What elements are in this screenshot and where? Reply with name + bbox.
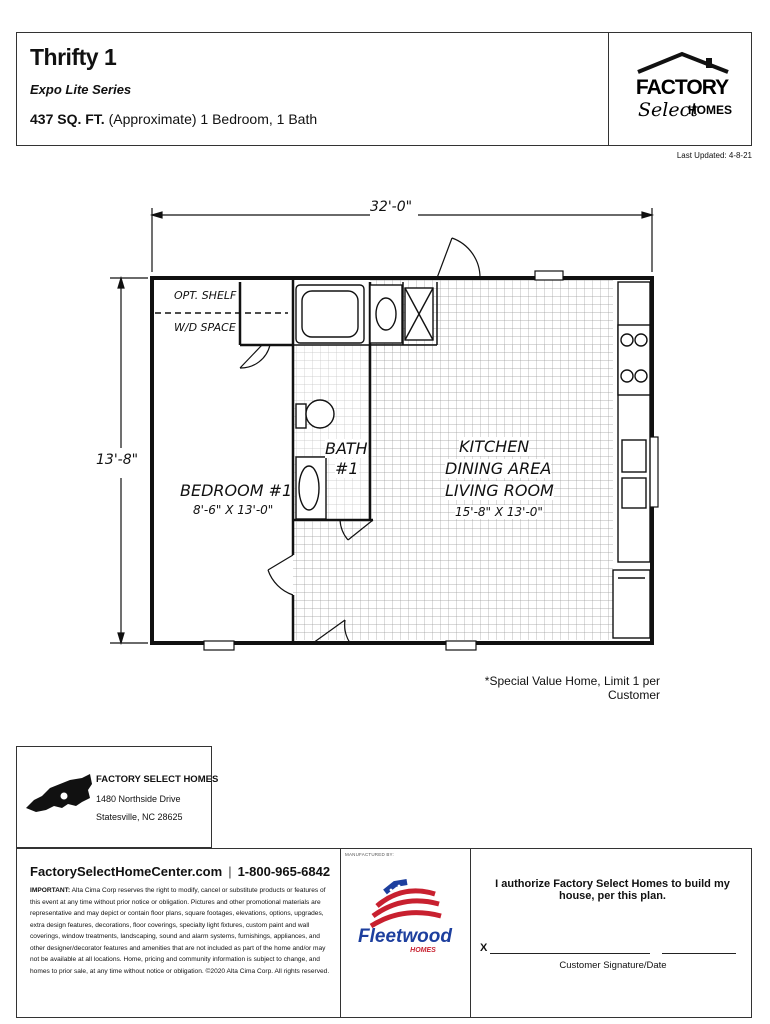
flag-stripes-icon xyxy=(371,882,441,926)
signature-x-mark: X xyxy=(480,942,488,954)
kitchen-fixtures xyxy=(613,282,650,638)
contact-line xyxy=(30,864,330,879)
floor-plan-drawing xyxy=(95,195,685,670)
square-footage: 437 SQ. FT. xyxy=(30,111,105,127)
special-value-note: *Special Value Home, Limit 1 per Customer xyxy=(484,674,660,702)
footer-divider-left xyxy=(340,848,341,1018)
authorization-statement: I authorize Factory Select Homes to build my house, per this plan. xyxy=(495,878,730,902)
company-city: Statesville, NC 28625 xyxy=(96,812,183,822)
bedroom-dimensions: 8'-6" X 13'-0" xyxy=(193,503,274,517)
date-line[interactable] xyxy=(662,953,736,954)
logo-word-select: Select xyxy=(638,99,698,121)
living-area-dimensions: 15'-8" X 13'-0" xyxy=(455,505,543,519)
north-carolina-map-icon xyxy=(24,770,94,814)
fleetwood-homes-subtext: HOMES xyxy=(410,947,436,954)
dining-area-label: DINING AREA xyxy=(445,459,552,478)
bath-number-label: #1 xyxy=(335,459,359,478)
size-summary xyxy=(30,111,317,127)
height-dimension-label: 13'-8" xyxy=(96,452,139,468)
company-street: 1480 Northside Drive xyxy=(96,794,181,804)
signature-caption: Customer Signature/Date xyxy=(559,960,667,971)
logo-word-homes: HOMES xyxy=(688,103,733,117)
fleetwood-homes-logo xyxy=(355,872,455,962)
bath-label: BATH xyxy=(325,439,368,458)
kitchen-label: KITCHEN xyxy=(459,437,530,456)
signature-line[interactable] xyxy=(490,953,650,954)
last-updated: Last Updated: 4-8-21 xyxy=(676,151,752,160)
fleetwood-wordmark: Fleetwood xyxy=(358,926,452,947)
bedroom-label: BEDROOM #1 xyxy=(180,481,293,500)
disclaimer-lead: IMPORTANT: xyxy=(30,887,71,894)
legal-disclaimer xyxy=(30,885,330,977)
website-link[interactable]: FactorySelectHomeCenter.com xyxy=(30,864,223,879)
size-details: (Approximate) 1 Bedroom, 1 Bath xyxy=(108,111,318,127)
width-dimension xyxy=(152,208,652,272)
series-name: Expo Lite Series xyxy=(30,82,132,97)
phone-number[interactable]: 1-800-965-6842 xyxy=(237,864,331,879)
disclaimer-body: Alta Cima Corp reserves the right to modify, cancel or substitute products or features of this event at any time without prior notice or obligation. Pictures and other promotional materials are representative and may depict or contain floor plans, square footages, elevations, options, upgrades, extra design features, decorations, floor coverings, specialty light fixtures, custom paint and wall coverings, window treatments, landscaping, sound and alarm systems, furnishings, appliances, and other designer/decorator features and amenities that are not included as part of the home and/or may not be available at all locations. Home, pricing and community information is subject to change, and homes to prior sale, at any time without notice or obligation. ©2020 Alta Cima Corp. All rights reserved. xyxy=(30,887,330,975)
floor-plan xyxy=(95,195,685,670)
opt-shelf-label: OPT. SHELF xyxy=(174,289,237,302)
logo-word-factory: FACTORY xyxy=(635,76,729,99)
wd-space-label: W/D SPACE xyxy=(174,321,236,334)
house-roof-icon xyxy=(638,54,728,72)
manufacturer-label: MANUFACTURED BY: xyxy=(345,852,394,857)
living-room-label: LIVING ROOM xyxy=(445,481,554,500)
header-divider xyxy=(608,32,609,146)
model-title: Thrifty 1 xyxy=(30,44,117,70)
contact-separator: | xyxy=(228,864,232,879)
company-name: FACTORY SELECT HOMES xyxy=(96,774,219,785)
width-dimension-label: 32'-0" xyxy=(370,199,413,215)
footer-divider-right xyxy=(470,848,471,1018)
factory-select-homes-logo xyxy=(630,50,735,128)
